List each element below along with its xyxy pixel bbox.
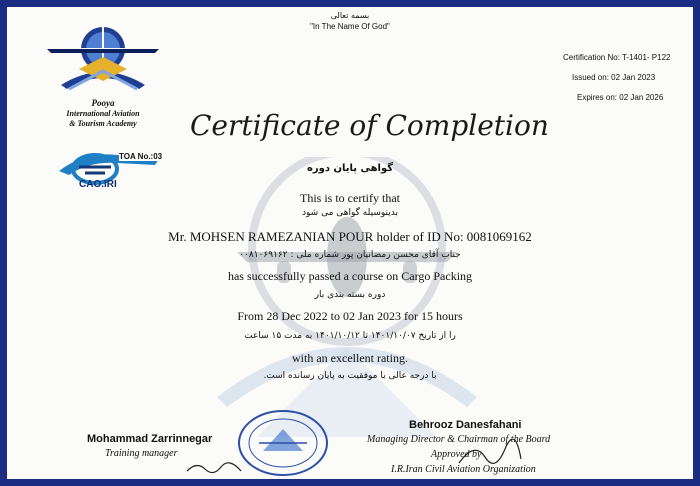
course-line: has successfully passed a course on Cargo Packing [227,269,473,283]
director-name: Behrooz Danesfahani [409,419,522,431]
bismillah-english: "In The Name Of God" [310,22,390,31]
approval-label: Approved by [431,449,482,460]
academy-logo [43,19,163,99]
rating-line-persian: با درجه عالی با موفقیت به پایان رسانده است. [263,371,437,381]
academy-subtitle-1: International Aviation [66,109,140,118]
certificate-page [7,7,693,479]
rating-line: with an excellent rating. [292,351,408,365]
certify-line-persian: بدینوسیله گواهی می شود [302,208,398,218]
certify-line: This is to certify that [300,191,400,205]
director-signature [455,439,525,469]
academy-seal [233,407,333,479]
course-line-persian: دوره بسته بندی بار [314,290,386,300]
certificate-title-persian: گواهی پایان دوره [306,163,394,174]
academy-subtitle-2: & Tourism Academy [69,119,137,128]
toa-number: TOA No.:03 [119,152,163,161]
certificate-title: Certificate of Completion [190,109,549,142]
issued-date: Issued on: 02 Jan 2023 [572,73,656,82]
approval-organization: I.R.Iran Civil Aviation Organization [391,464,536,475]
expiry-date: Expires on: 02 Jan 2026 [577,93,664,102]
bismillah-persian: بسمه تعالی [330,11,370,20]
recipient-line: Mr. MOHSEN RAMEZANIAN POUR holder of ID No: 0081069162 [168,229,532,244]
trainer-name: Mohammad Zarrinnegar [87,433,213,445]
recipient-line-persian: جناب آقای محسن رمضانیان پور شماره ملی : ۰۰۸۱۰۶۹۱۶۲ [239,250,461,260]
certification-number: Certification No: T-1401- P122 [563,53,671,62]
director-title: Managing Director & Chairman of the Board [367,434,551,445]
academy-name: Pooya [91,98,115,108]
cao-iri-text: CAO.IRI [79,179,117,190]
trainer-title: Training manager [105,448,178,459]
period-line-persian: را از تاریخ ۱۴۰۱/۱۰/۰۷ تا ۱۴۰۱/۱۰/۱۲ به مدت ۱۵ ساعت [244,331,456,341]
period-line: From 28 Dec 2022 to 02 Jan 2023 for 15 hours [237,309,463,323]
